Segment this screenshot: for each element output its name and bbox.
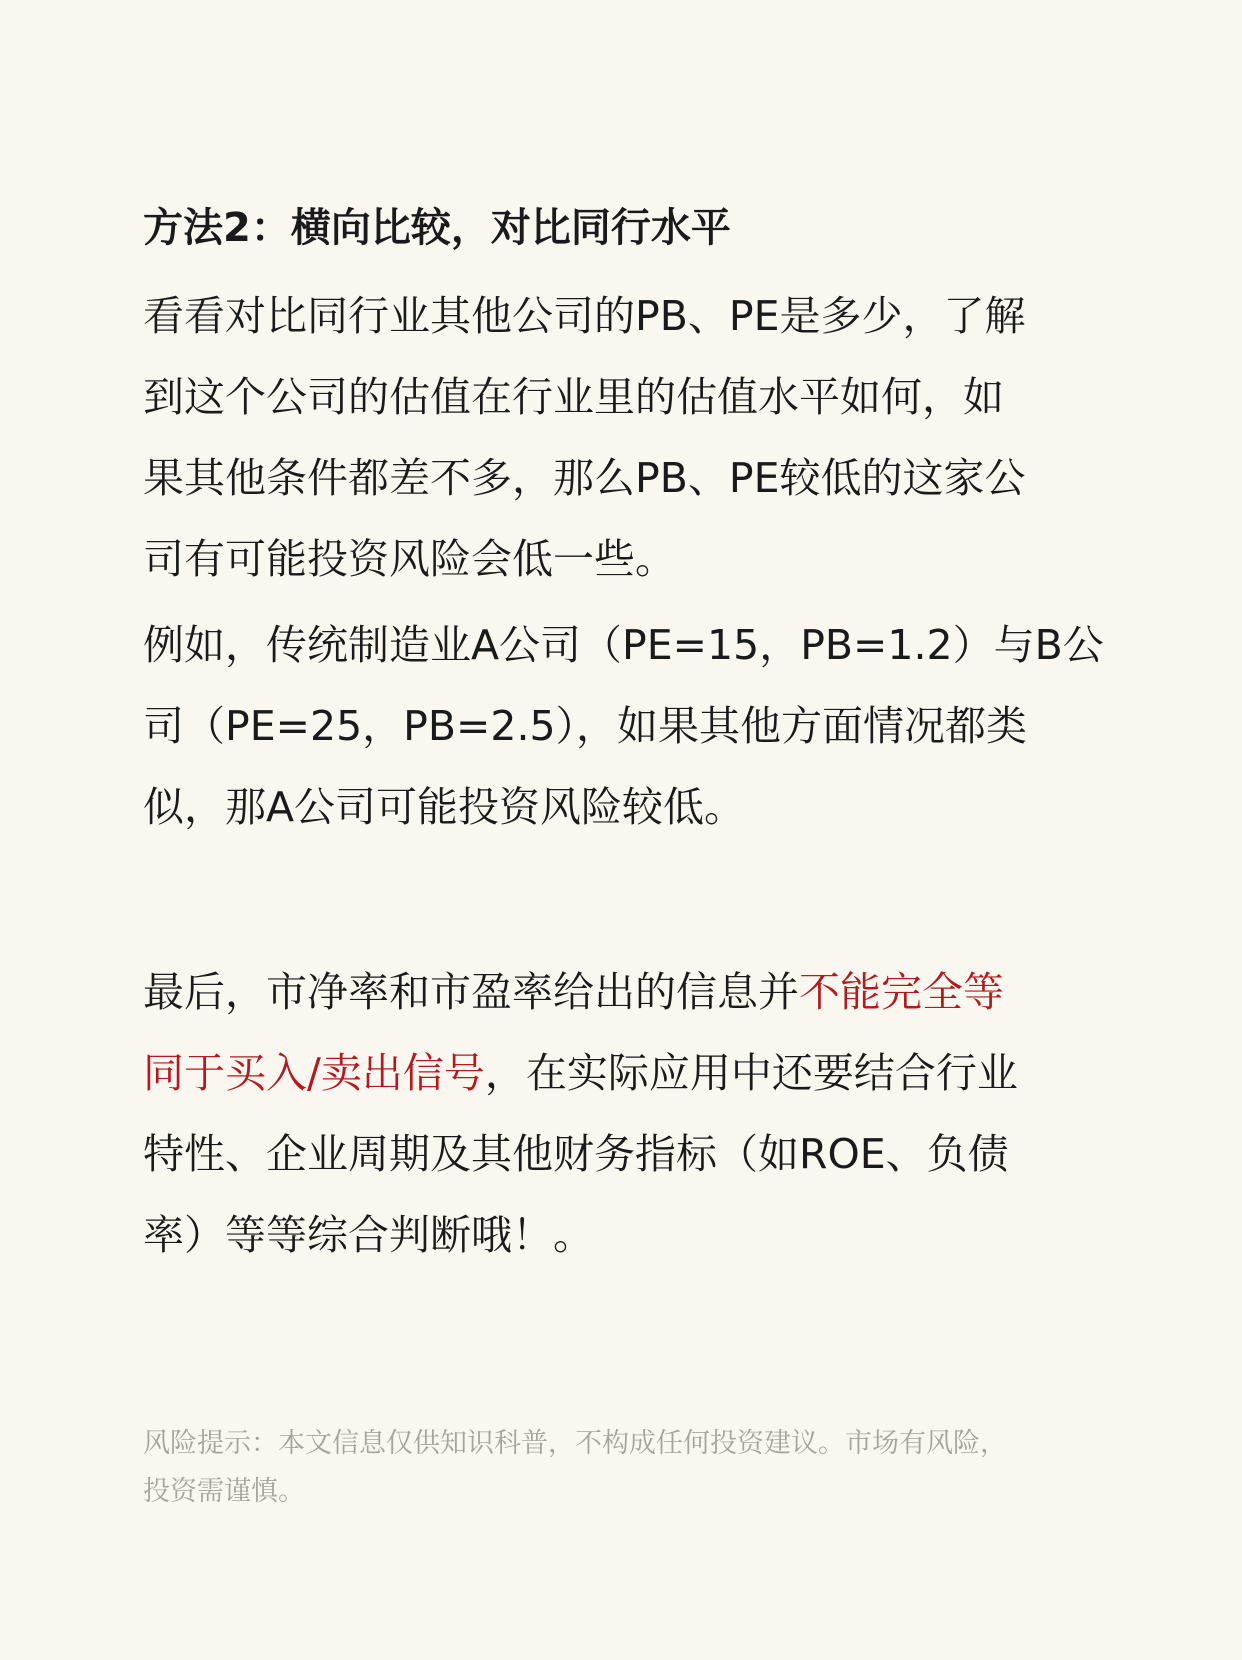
paragraph-line: [143, 1033, 1103, 1114]
paragraph-line: 似，那A公司可能投资风险较低。: [143, 783, 746, 831]
paragraph-line: 司（PE=25，PB=2.5），如果其他方面情况都类: [143, 702, 1028, 750]
paragraph-line: 到这个公司的估值在行业里的估值水平如何，如: [143, 373, 1004, 421]
conclusion-text: ，在实际应用中还要结合行业: [484, 1049, 1018, 1097]
paragraph-line: 果其他条件都差不多，那么PB、PE较低的这家公: [143, 454, 1026, 502]
section-heading: 方法2：横向比较，对比同行水平: [143, 205, 731, 251]
paragraph-line: 特性、企业周期及其他财务指标（如ROE、负债: [143, 1130, 1009, 1178]
conclusion-text: 最后，市净率和市盈率给出的信息并: [143, 968, 799, 1016]
highlighted-text: 不能完全等: [799, 968, 1004, 1016]
paragraph-conclusion: [143, 952, 1103, 1276]
disclaimer-line: 风险提示：本文信息仅供知识科普，不构成任何投资建议。市场有风险，: [143, 1428, 1007, 1459]
paragraph-line: [143, 952, 1103, 1033]
disclaimer-line: 投资需谨慎。: [143, 1476, 305, 1507]
paragraph-line: 司有可能投资风险会低一些。: [143, 535, 676, 583]
paragraph-line: 看看对比同行业其他公司的PB、PE是多少，了解: [143, 292, 1026, 340]
paragraph-line: 率）等等综合判断哦！。: [143, 1211, 594, 1259]
highlighted-text: 同于买入/卖出信号: [143, 1049, 485, 1097]
paragraph-line: 例如，传统制造业A公司（PE=15，PB=1.2）与B公: [143, 621, 1104, 669]
risk-disclaimer: [143, 1420, 1143, 1516]
paragraph-comparison: [143, 276, 1103, 600]
paragraph-example: [143, 605, 1103, 848]
